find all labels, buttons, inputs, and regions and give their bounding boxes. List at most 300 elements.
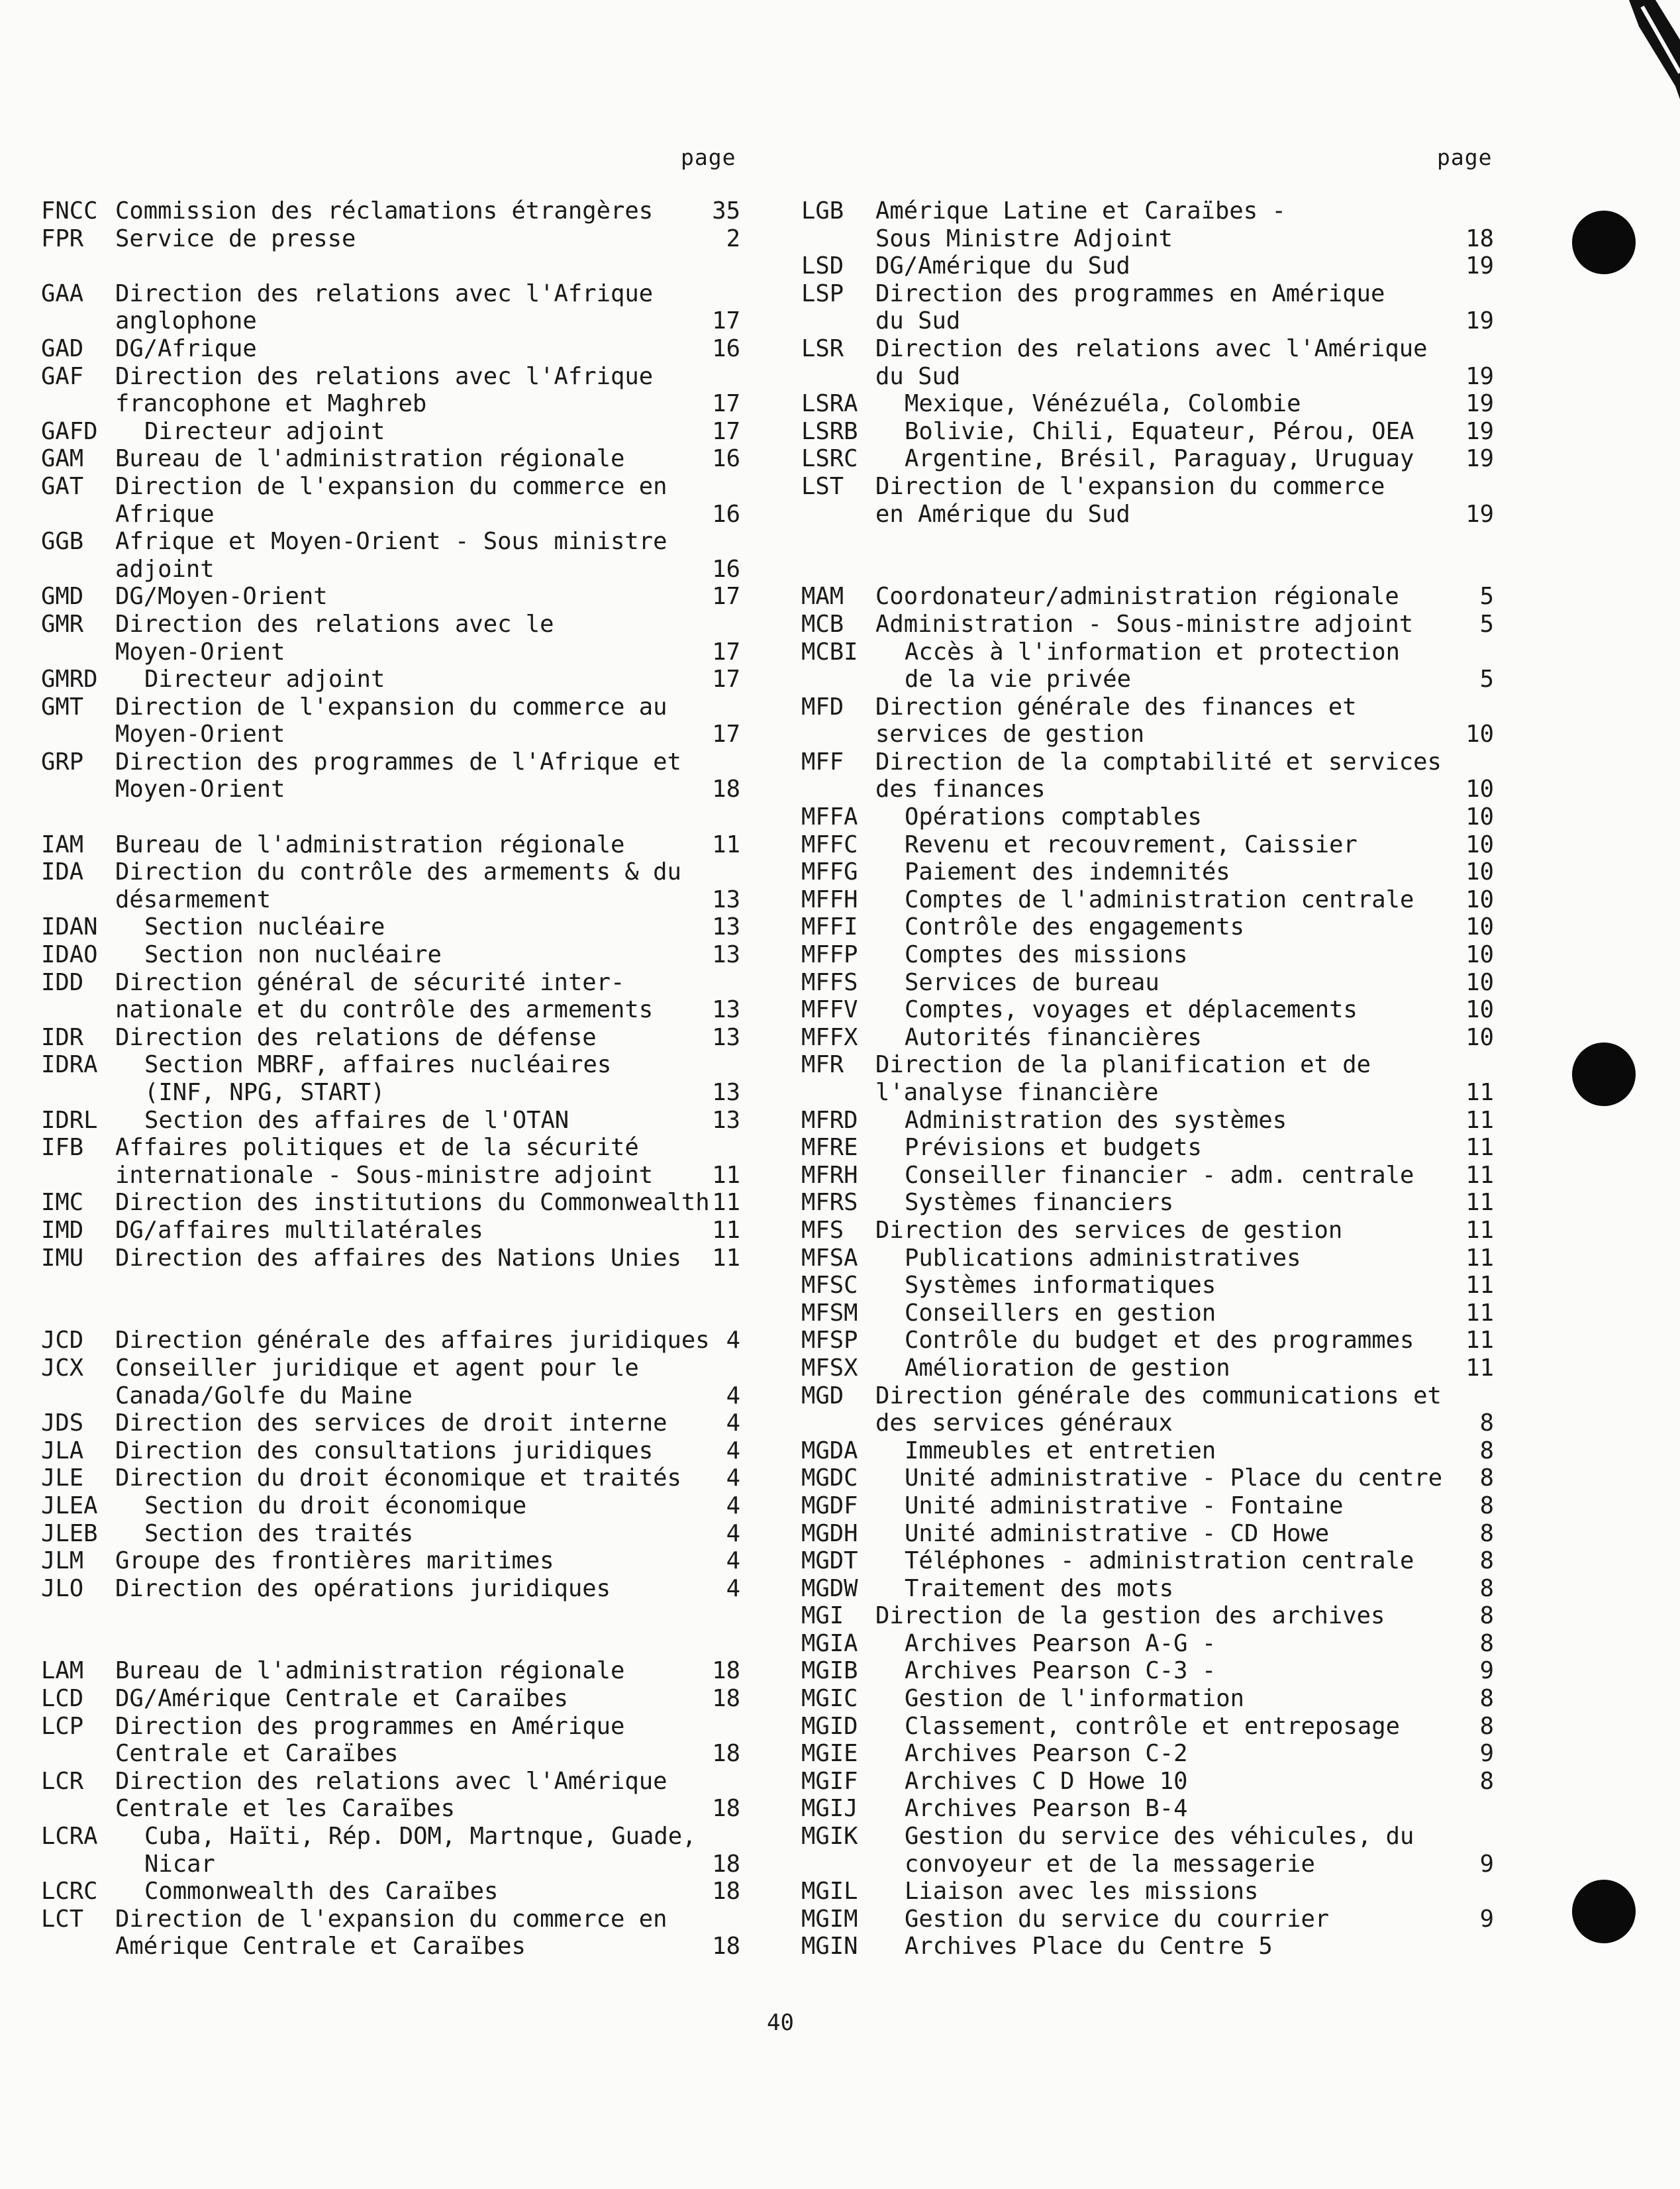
entry-description xyxy=(115,1713,624,1768)
entry-description xyxy=(115,748,681,803)
entry-page-number: 11 xyxy=(712,1161,740,1189)
entry-code: IDAN xyxy=(41,913,98,941)
entry-page-number: 4 xyxy=(726,1464,740,1492)
directory-entry xyxy=(41,611,743,666)
directory-entry xyxy=(41,941,743,969)
entry-code: LGB xyxy=(801,197,844,225)
directory-entry xyxy=(801,886,1503,914)
entry-page-number: 8 xyxy=(1479,1464,1494,1492)
entry-description-line: Section des traités xyxy=(144,1519,414,1547)
entry-code: MGI xyxy=(801,1602,844,1630)
entry-description xyxy=(875,941,1187,969)
section-gap xyxy=(41,803,743,831)
directory-entry xyxy=(41,1520,743,1548)
entry-description-line: anglophone xyxy=(115,307,257,335)
entry-code: LCR xyxy=(41,1767,84,1795)
entry-list xyxy=(801,197,1503,1960)
entry-code: IMU xyxy=(41,1244,84,1272)
entry-page-number: 13 xyxy=(712,886,740,913)
entry-code: MGIB xyxy=(801,1657,858,1685)
directory-entry xyxy=(801,1602,1503,1630)
entry-description-line: Systèmes financiers xyxy=(905,1189,1174,1217)
entry-page-number: 11 xyxy=(1465,1106,1494,1134)
entry-description-line: Direction de l'expansion du commerce au xyxy=(115,693,667,721)
entry-description-line: Contrôle des engagements xyxy=(905,913,1244,941)
entry-description-line: Section des affaires de l'OTAN xyxy=(144,1106,569,1134)
directory-entry xyxy=(801,1575,1503,1603)
entry-description-line: internationale - Sous-ministre adjoint xyxy=(115,1161,654,1189)
entry-page-number: 8 xyxy=(1479,1519,1494,1547)
entry-description-line: Immeubles et entretien xyxy=(905,1437,1216,1464)
entry-description-line: Section nucléaire xyxy=(144,913,385,941)
entry-code: MGIA xyxy=(801,1629,858,1657)
entry-page-number: 5 xyxy=(1479,583,1494,611)
directory-entry xyxy=(41,1685,743,1713)
entry-code: GGB xyxy=(41,528,84,556)
directory-entry xyxy=(41,225,743,253)
entry-code: MGDA xyxy=(801,1437,858,1464)
entry-description-line: Administration des systèmes xyxy=(905,1106,1287,1134)
entry-description-line: Direction des relations avec le xyxy=(115,610,554,638)
entry-description-line: Direction des institutions du Commonwealth xyxy=(115,1189,710,1217)
entry-description xyxy=(115,445,624,473)
page-number: 40 xyxy=(767,2010,794,2036)
entry-description xyxy=(875,969,1160,997)
entry-description xyxy=(115,528,667,583)
entry-description-line: Archives C D Howe 10 xyxy=(905,1767,1188,1795)
entry-description-line: Directeur adjoint xyxy=(144,417,385,445)
entry-description xyxy=(115,1575,611,1603)
entry-code: MFSA xyxy=(801,1244,858,1272)
directory-entry xyxy=(41,1245,743,1272)
entry-description xyxy=(875,748,1442,803)
entry-code: JCX xyxy=(41,1354,84,1382)
entry-description-line: Direction des relations avec l'Amérique xyxy=(875,334,1428,362)
directory-entry xyxy=(801,280,1503,335)
section-gap xyxy=(41,1602,743,1630)
page-column-header: page xyxy=(681,144,736,170)
entry-description-line: Traitement des mots xyxy=(905,1574,1174,1602)
entry-description-line: Amélioration de gestion xyxy=(905,1354,1230,1382)
entry-description-line: convoyeur et de la messagerie xyxy=(905,1850,1315,1878)
entry-description-line: Direction de la planification et de xyxy=(875,1051,1371,1079)
entry-description xyxy=(115,1464,681,1492)
directory-entry xyxy=(801,996,1503,1024)
entry-description xyxy=(875,1933,1273,1960)
directory-entry xyxy=(801,1024,1503,1052)
entry-code: LCRC xyxy=(41,1878,98,1906)
directory-entry xyxy=(801,1492,1503,1520)
entry-description-line: Bureau de l'administration régionale xyxy=(115,831,625,858)
entry-code: MFFV xyxy=(801,996,858,1024)
entry-code: IMC xyxy=(41,1189,84,1217)
entry-code: LSRA xyxy=(801,390,858,418)
entry-code: MFSC xyxy=(801,1272,858,1299)
entry-description-line: Téléphones - administration centrale xyxy=(905,1547,1414,1575)
entry-page-number: 19 xyxy=(1465,500,1494,528)
entry-description-line: du Sud xyxy=(875,307,961,335)
entry-code: MGDC xyxy=(801,1464,858,1492)
entry-description-line: Archives Place du Centre 5 xyxy=(905,1933,1273,1960)
entry-page-number: 10 xyxy=(1465,721,1494,748)
entry-description xyxy=(875,858,1230,886)
entry-description xyxy=(875,1382,1442,1437)
entry-description-line: Liaison avec les missions xyxy=(905,1878,1259,1906)
entry-description-line: Contrôle du budget et des programmes xyxy=(905,1327,1414,1354)
directory-entry xyxy=(801,1795,1503,1823)
entry-page-number: 11 xyxy=(1465,1161,1494,1189)
entry-description-line: Commission des réclamations étrangères xyxy=(115,197,654,225)
entry-page-number: 9 xyxy=(1479,1905,1494,1933)
entry-code: GAFD xyxy=(41,417,98,445)
entry-page-number: 18 xyxy=(712,776,740,803)
entry-description xyxy=(115,1437,653,1465)
entry-page-number: 16 xyxy=(712,445,740,473)
entry-page-number: 9 xyxy=(1479,1850,1494,1878)
directory-entry xyxy=(41,1547,743,1575)
entry-description-line: Centrale et Caraïbes xyxy=(115,1740,399,1768)
entry-description-line: Direction de la comptabilité et services xyxy=(875,748,1442,776)
entry-code: LCP xyxy=(41,1712,84,1740)
entry-description xyxy=(115,1547,554,1575)
entry-description xyxy=(875,638,1400,693)
directory-entry xyxy=(41,445,743,473)
entry-page-number: 17 xyxy=(712,417,740,445)
directory-entry xyxy=(41,1713,743,1768)
entry-description xyxy=(875,1657,1216,1685)
entry-page-number: 18 xyxy=(712,1685,740,1713)
directory-entry xyxy=(801,748,1503,803)
entry-code: MFRH xyxy=(801,1161,858,1189)
entry-page-number: 19 xyxy=(1465,362,1494,390)
entry-description xyxy=(115,1024,597,1052)
entry-description-line: Argentine, Brésil, Paraguay, Uruguay xyxy=(905,445,1414,473)
entry-code: JLEB xyxy=(41,1519,98,1547)
entry-description xyxy=(875,1492,1344,1520)
entry-description xyxy=(115,1492,526,1520)
entry-code: MFSX xyxy=(801,1354,858,1382)
entry-page-number: 13 xyxy=(712,913,740,941)
entry-page-number: 18 xyxy=(712,1850,740,1878)
entry-description xyxy=(115,1217,483,1245)
entry-code: GMT xyxy=(41,693,84,721)
directory-entry xyxy=(801,1657,1503,1685)
entry-code: MFSP xyxy=(801,1327,858,1354)
entry-description-line: Archives Pearson C-3 - xyxy=(905,1657,1216,1685)
entry-code: JLM xyxy=(41,1547,84,1575)
entry-description-line: Centrale et les Caraïbes xyxy=(115,1795,455,1823)
entry-page-number: 13 xyxy=(712,1023,740,1051)
entry-description-line: Direction de l'expansion du commerce en xyxy=(115,1905,667,1933)
entry-code: JLA xyxy=(41,1437,84,1464)
entry-description xyxy=(115,1189,710,1217)
entry-description-line: Archives Pearson A-G - xyxy=(905,1629,1216,1657)
directory-entry xyxy=(801,583,1503,611)
entry-description-line: des services généraux xyxy=(875,1409,1173,1437)
directory-entry xyxy=(801,638,1503,693)
entry-description-line: Conseiller juridique et agent pour le xyxy=(115,1354,639,1382)
entry-description-line: DG/Amérique du Sud xyxy=(875,252,1130,280)
entry-page-number: 19 xyxy=(1465,252,1494,280)
directory-entry xyxy=(801,1713,1503,1741)
entry-description-line: Direction générale des communications et xyxy=(875,1382,1442,1409)
entry-description-line: adjoint xyxy=(115,555,215,583)
entry-page-number: 10 xyxy=(1465,941,1494,969)
entry-description xyxy=(115,969,653,1024)
directory-entry xyxy=(41,473,743,528)
directory-entry xyxy=(801,1906,1503,1933)
directory-entry xyxy=(801,1217,1503,1245)
entry-description-line: Direction des affaires des Nations Unies xyxy=(115,1244,681,1272)
entry-page-number: 11 xyxy=(712,831,740,858)
entry-code: JLE xyxy=(41,1464,84,1492)
entry-description-line: Paiement des indemnités xyxy=(905,858,1230,886)
entry-description xyxy=(875,693,1357,748)
entry-description xyxy=(115,1134,653,1189)
entry-code: FNCC xyxy=(41,197,98,225)
entry-description-line: Conseiller financier - adm. centrale xyxy=(905,1161,1414,1189)
entry-page-number: 10 xyxy=(1465,858,1494,886)
entry-description-line: désarmement xyxy=(115,886,272,913)
entry-page-number: 10 xyxy=(1465,803,1494,831)
entry-description xyxy=(875,473,1385,528)
entry-page-number: 16 xyxy=(712,334,740,362)
entry-description xyxy=(875,1906,1329,1933)
entry-description-line: des finances xyxy=(875,776,1046,803)
entry-page-number: 9 xyxy=(1479,1740,1494,1768)
directory-entry xyxy=(801,1740,1503,1768)
entry-code: LCD xyxy=(41,1685,84,1713)
directory-entry xyxy=(801,1464,1503,1492)
entry-description xyxy=(875,335,1428,390)
entry-description xyxy=(115,197,653,225)
entry-description xyxy=(875,803,1202,831)
entry-description-line: du Sud xyxy=(875,362,961,390)
entry-code: LSP xyxy=(801,280,844,307)
directory-entry xyxy=(41,1107,743,1135)
entry-code: MFRS xyxy=(801,1189,858,1217)
entry-page-number: 8 xyxy=(1479,1437,1494,1464)
entry-description xyxy=(875,1768,1187,1796)
entry-description xyxy=(115,335,257,363)
entry-page-number: 10 xyxy=(1465,996,1494,1024)
entry-page-number: 18 xyxy=(1465,225,1494,252)
directory-entry xyxy=(801,1134,1503,1162)
directory-entry xyxy=(41,1189,743,1217)
entry-description xyxy=(875,1630,1216,1658)
entry-page-number: 10 xyxy=(1465,913,1494,941)
entry-code: MGDH xyxy=(801,1519,858,1547)
entry-description-line: Archives Pearson B-4 xyxy=(905,1795,1188,1823)
entry-description-line: Administration - Sous-ministre adjoint xyxy=(875,610,1414,638)
entry-page-number: 4 xyxy=(726,1492,740,1519)
entry-page-number: 11 xyxy=(712,1216,740,1244)
entry-page-number: 5 xyxy=(1479,610,1494,638)
entry-description xyxy=(115,1409,667,1437)
directory-entry xyxy=(801,445,1503,473)
directory-entry xyxy=(801,1354,1503,1382)
entry-description xyxy=(115,1327,710,1354)
entry-description xyxy=(875,445,1414,473)
directory-entry xyxy=(41,1575,743,1603)
entry-description-line: Direction des services de gestion xyxy=(875,1216,1343,1244)
entry-page-number: 10 xyxy=(1465,831,1494,858)
entry-code: LSRB xyxy=(801,417,858,445)
entry-description xyxy=(115,1051,611,1106)
entry-page-number: 11 xyxy=(712,1244,740,1272)
entry-description xyxy=(875,1713,1400,1741)
entry-page-number: 18 xyxy=(712,1740,740,1768)
entry-description-line: Bolivie, Chili, Equateur, Pérou, OEA xyxy=(905,417,1414,445)
directory-entry xyxy=(41,1217,743,1245)
entry-description-line: Direction de l'expansion du commerce xyxy=(875,472,1385,500)
entry-description xyxy=(875,1354,1230,1382)
entry-code: IDA xyxy=(41,858,84,886)
entry-description xyxy=(875,1107,1287,1135)
entry-code: LSR xyxy=(801,334,844,362)
entry-description xyxy=(115,225,356,253)
entry-page-number: 8 xyxy=(1479,1712,1494,1740)
entry-description xyxy=(115,280,653,335)
entry-description xyxy=(875,1685,1244,1713)
entry-page-number: 13 xyxy=(712,941,740,969)
entry-page-number: 10 xyxy=(1465,776,1494,803)
entry-code: MFFP xyxy=(801,941,858,969)
entry-code: MCBI xyxy=(801,638,858,666)
entry-description xyxy=(115,583,328,611)
entry-description-line: Comptes, voyages et déplacements xyxy=(905,996,1358,1024)
entry-code: GAM xyxy=(41,445,84,473)
entry-page-number: 8 xyxy=(1479,1574,1494,1602)
entry-page-number: 19 xyxy=(1465,390,1494,418)
entry-description xyxy=(115,831,624,859)
entry-description-line: nationale et du contrôle des armements xyxy=(115,996,654,1024)
entry-description-line: Gestion de l'information xyxy=(905,1685,1244,1713)
entry-page-number: 11 xyxy=(1465,1189,1494,1217)
entry-page-number: 8 xyxy=(1479,1685,1494,1713)
entry-code: MGIF xyxy=(801,1767,858,1795)
entry-description xyxy=(115,941,442,969)
directory-entry xyxy=(41,1657,743,1685)
entry-description-line: Archives Pearson C-2 xyxy=(905,1740,1188,1768)
entry-description-line: Moyen-Orient xyxy=(115,721,285,748)
directory-entry xyxy=(41,1823,743,1878)
entry-description-line: Service de presse xyxy=(115,225,356,252)
entry-code: IDRA xyxy=(41,1051,98,1079)
directory-entry xyxy=(801,335,1503,390)
entry-description xyxy=(115,913,385,941)
entry-description xyxy=(875,1823,1414,1878)
entry-code: FPR xyxy=(41,225,84,252)
directory-entry xyxy=(41,1906,743,1960)
entry-description-line: DG/Afrique xyxy=(115,334,257,362)
directory-entry xyxy=(41,858,743,913)
entry-description-line: Direction des opérations juridiques xyxy=(115,1574,611,1602)
directory-entry xyxy=(801,1878,1503,1906)
entry-description-line: Afrique et Moyen-Orient - Sous ministre xyxy=(115,528,667,556)
entry-description xyxy=(875,1051,1371,1106)
section-gap xyxy=(801,528,1503,556)
entry-description xyxy=(875,1740,1187,1768)
entry-code: MFRE xyxy=(801,1134,858,1162)
entry-description xyxy=(875,418,1414,446)
entry-description-line: Direction de la gestion des archives xyxy=(875,1602,1385,1630)
directory-entry xyxy=(801,941,1503,969)
entry-description xyxy=(875,1547,1414,1575)
directory-entry xyxy=(41,1878,743,1906)
entry-description-line: Section MBRF, affaires nucléaires xyxy=(144,1051,612,1079)
binder-hole xyxy=(1572,1880,1636,1943)
entry-description-line: francophone et Maghreb xyxy=(115,390,427,418)
directory-entry xyxy=(41,280,743,335)
entry-description-line: Conseillers en gestion xyxy=(905,1299,1216,1327)
entry-page-number: 19 xyxy=(1465,307,1494,335)
directory-entry xyxy=(801,858,1503,886)
entry-code: MFSM xyxy=(801,1299,858,1327)
entry-description xyxy=(875,996,1358,1024)
entry-page-number: 4 xyxy=(726,1519,740,1547)
directory-entry xyxy=(41,583,743,611)
entry-description xyxy=(875,1217,1342,1245)
entry-description-line: Mexique, Vénézuéla, Colombie xyxy=(905,390,1301,418)
directory-entry xyxy=(801,252,1503,280)
entry-description-line: Direction général de sécurité inter- xyxy=(115,968,625,996)
entry-description xyxy=(115,1768,667,1823)
entry-description xyxy=(875,1272,1216,1299)
entry-description-line: Coordonateur/administration régionale xyxy=(875,583,1399,611)
entry-description xyxy=(875,1327,1414,1354)
entry-description-line: Prévisions et budgets xyxy=(905,1134,1202,1162)
entry-page-number: 11 xyxy=(712,1189,740,1217)
entry-page-number: 11 xyxy=(1465,1216,1494,1244)
directory-entry xyxy=(801,1630,1503,1658)
directory-entry xyxy=(801,1933,1503,1960)
entry-page-number: 8 xyxy=(1479,1547,1494,1575)
entry-page-number: 9 xyxy=(1479,1657,1494,1685)
entry-description-line: Unité administrative - Fontaine xyxy=(905,1492,1344,1519)
entry-description xyxy=(875,280,1385,335)
entry-code: JCD xyxy=(41,1327,84,1354)
directory-entry xyxy=(801,803,1503,831)
entry-description-line: Opérations comptables xyxy=(905,803,1202,831)
entry-code: LAM xyxy=(41,1657,84,1685)
entry-page-number: 19 xyxy=(1465,417,1494,445)
directory-entry xyxy=(41,418,743,446)
entry-code: GAD xyxy=(41,334,84,362)
entry-code: MGID xyxy=(801,1712,858,1740)
entry-description xyxy=(115,1107,569,1135)
entry-page-number: 13 xyxy=(712,1106,740,1134)
entry-description-line: Direction de l'expansion du commerce en xyxy=(115,472,667,500)
entry-page-number: 11 xyxy=(1465,1134,1494,1162)
directory-entry xyxy=(801,1272,1503,1299)
entry-code: LST xyxy=(801,472,844,500)
directory-entry xyxy=(41,1354,743,1409)
entry-description-line: (INF, NPG, START) xyxy=(144,1079,385,1106)
entry-description xyxy=(115,418,385,446)
entry-description-line: Publications administratives xyxy=(905,1244,1301,1272)
entry-description xyxy=(115,363,653,418)
entry-page-number: 18 xyxy=(712,1933,740,1960)
entry-code: MFRD xyxy=(801,1106,858,1134)
entry-description xyxy=(115,858,681,913)
entry-description xyxy=(115,1685,568,1713)
entry-description-line: Systèmes informatiques xyxy=(905,1272,1216,1299)
entry-description-line: Unité administrative - Place du centre xyxy=(905,1464,1443,1492)
entry-description xyxy=(115,1878,498,1906)
entry-description xyxy=(875,1575,1173,1603)
directory-entry xyxy=(41,197,743,225)
